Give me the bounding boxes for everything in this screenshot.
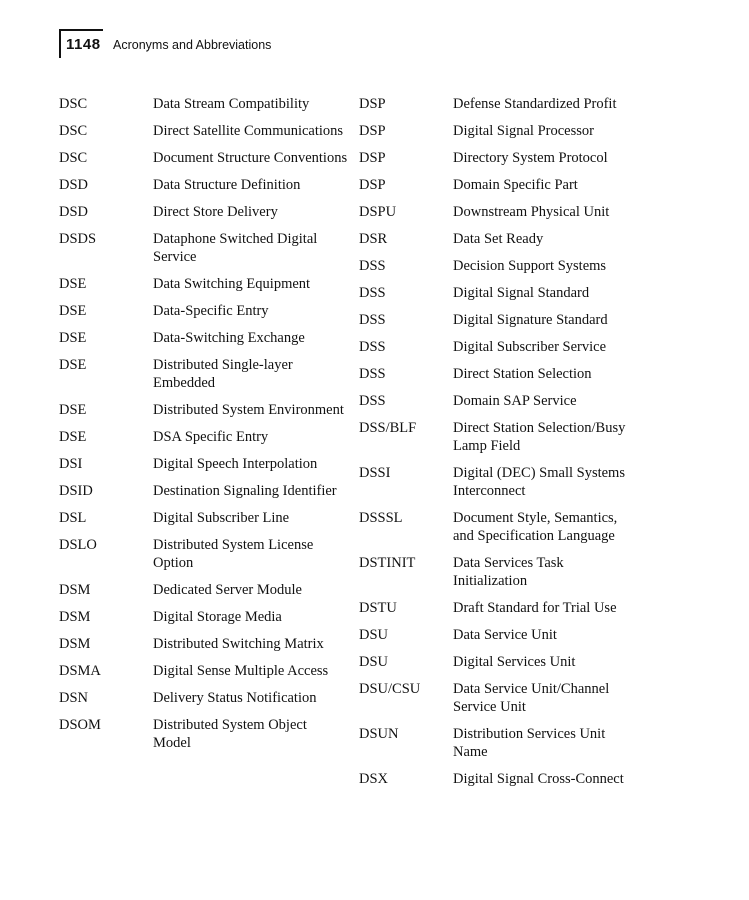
acronym-definition: Direct Station Selection/Busy Lamp Field	[453, 420, 626, 454]
acronym-definition: Destination Signaling Identifier	[153, 483, 337, 499]
acronym-definition: Data Switching Equipment	[153, 276, 311, 292]
acronym-entry	[59, 536, 348, 572]
acronym-definition: Data Stream Compatibility	[153, 96, 310, 112]
acronym-entry	[59, 95, 348, 113]
acronym-abbr: DSTU	[359, 600, 397, 616]
acronym-abbr: DSS	[359, 258, 386, 274]
acronym-definition: Dedicated Server Module	[153, 582, 302, 598]
acronym-abbr: DSS/BLF	[359, 420, 417, 436]
acronym-abbr: DSE	[59, 357, 87, 373]
acronym-abbr: DSMA	[59, 663, 101, 679]
acronym-abbr: DSC	[59, 123, 88, 139]
acronym-entry	[59, 689, 348, 707]
page-title: Acronyms and Abbreviations	[113, 38, 272, 52]
acronym-entry	[359, 284, 638, 302]
acronym-abbr: DSM	[59, 636, 91, 652]
acronym-definition: Data Service Unit	[453, 627, 557, 643]
acronym-entry	[59, 482, 348, 500]
acronym-abbr: DSE	[59, 276, 87, 292]
acronym-entry	[359, 149, 638, 167]
acronym-abbr: DSE	[59, 429, 87, 445]
acronym-abbr: DSP	[359, 177, 386, 193]
acronym-definition: Domain Specific Part	[453, 177, 578, 193]
acronym-entry	[59, 302, 348, 320]
acronym-definition: Data Set Ready	[453, 231, 544, 247]
acronym-definition: Data-Switching Exchange	[153, 330, 305, 346]
acronym-definition: Digital Signature Standard	[453, 312, 608, 328]
header-bar	[59, 29, 61, 58]
acronym-entry	[359, 176, 638, 194]
acronym-definition: Downstream Physical Unit	[453, 204, 610, 220]
acronym-entry	[359, 509, 638, 545]
acronym-abbr: DSTINIT	[359, 555, 416, 571]
acronym-definition: Domain SAP Service	[453, 393, 577, 409]
acronym-definition: Digital Signal Cross-Connect	[453, 771, 624, 787]
acronym-abbr: DSU/CSU	[359, 681, 421, 697]
acronym-entry	[59, 329, 348, 347]
acronym-entry	[59, 635, 348, 653]
acronym-definition: Document Structure Conventions	[153, 150, 348, 166]
acronym-abbr: DSP	[359, 123, 386, 139]
acronym-definition: Defense Standardized Profit	[453, 96, 617, 112]
acronym-abbr: DSS	[359, 393, 386, 409]
acronym-entry	[359, 770, 638, 788]
acronym-entry	[359, 599, 638, 617]
acronym-entry	[59, 176, 348, 194]
acronym-definition: Digital Sense Multiple Access	[153, 663, 329, 679]
acronym-abbr: DSD	[59, 177, 89, 193]
acronym-entry	[59, 455, 348, 473]
acronym-entry	[359, 95, 638, 113]
acronym-definition: Draft Standard for Trial Use	[453, 600, 617, 616]
acronym-entry	[359, 626, 638, 644]
acronym-entry	[59, 203, 348, 221]
acronym-entry	[59, 275, 348, 293]
acronym-definition: Digital Speech Interpolation	[153, 456, 318, 472]
acronym-definition: Digital Subscriber Service	[453, 339, 607, 355]
acronym-abbr: DSC	[59, 150, 88, 166]
acronym-definition: Dataphone Switched Digital Service	[153, 231, 318, 265]
acronym-entry	[359, 122, 638, 140]
acronym-abbr: DSE	[59, 330, 87, 346]
acronym-definition: Direct Store Delivery	[153, 204, 278, 220]
acronym-abbr: DSS	[359, 366, 386, 382]
acronym-definition: Distribution Services Unit Name	[453, 726, 606, 760]
acronym-entry	[359, 392, 638, 410]
acronym-abbr: DSP	[359, 96, 386, 112]
acronym-definition: Digital Storage Media	[153, 609, 282, 625]
page-number: 1148	[66, 36, 101, 53]
acronym-definition: Data Services Task Initialization	[453, 555, 564, 589]
acronym-entry	[59, 122, 348, 140]
acronym-entry	[359, 653, 638, 671]
acronym-abbr: DSX	[359, 771, 389, 787]
acronym-abbr: DSSSL	[359, 510, 403, 526]
acronym-entry	[359, 338, 638, 356]
acronym-abbr: DSDS	[59, 231, 97, 247]
acronym-definition: Data-Specific Entry	[153, 303, 269, 319]
acronym-abbr: DSOM	[59, 717, 101, 733]
acronym-entry	[359, 725, 638, 761]
acronym-definition: Distributed System License Option	[153, 537, 314, 571]
acronym-entry	[359, 680, 638, 716]
acronym-abbr: DSL	[59, 510, 87, 526]
acronym-definition: Directory System Protocol	[453, 150, 608, 166]
acronym-entry	[59, 428, 348, 446]
acronym-abbr: DSU	[359, 627, 389, 643]
acronym-abbr: DSE	[59, 402, 87, 418]
acronym-entry	[359, 419, 638, 455]
acronym-entry	[359, 554, 638, 590]
acronym-abbr: DSS	[359, 285, 386, 301]
acronym-abbr: DSN	[59, 690, 89, 706]
acronym-entry	[59, 716, 348, 752]
acronym-abbr: DSS	[359, 312, 386, 328]
acronym-abbr: DSP	[359, 150, 386, 166]
acronym-entry	[59, 509, 348, 527]
acronym-abbr: DSSI	[359, 465, 391, 481]
acronym-definition: Digital Services Unit	[453, 654, 576, 670]
acronym-entry	[359, 464, 638, 500]
header-rule	[59, 29, 103, 31]
acronym-definition: Data Service Unit/Channel Service Unit	[453, 681, 610, 715]
acronym-definition: Decision Support Systems	[453, 258, 607, 274]
acronym-definition: DSA Specific Entry	[153, 429, 269, 445]
acronym-definition: Distributed System Object Model	[153, 717, 307, 751]
acronym-abbr: DSM	[59, 582, 91, 598]
acronym-entry	[359, 311, 638, 329]
acronym-definition: Data Structure Definition	[153, 177, 301, 193]
acronym-entry	[359, 230, 638, 248]
acronym-abbr: DSLO	[59, 537, 97, 553]
acronym-entry	[359, 203, 638, 221]
acronym-abbr: DSE	[59, 303, 87, 319]
acronym-definition: Digital (DEC) Small Systems Interconnect	[453, 465, 625, 499]
acronym-entry	[59, 230, 348, 266]
acronym-definition: Digital Subscriber Line	[153, 510, 290, 526]
acronym-abbr: DSM	[59, 609, 91, 625]
acronym-definition: Digital Signal Standard	[453, 285, 590, 301]
acronym-abbr: DSUN	[359, 726, 399, 742]
acronym-definition: Distributed Switching Matrix	[153, 636, 324, 652]
acronym-entry	[59, 581, 348, 599]
left-column	[59, 95, 348, 761]
acronym-entry	[59, 401, 348, 419]
right-column	[359, 95, 638, 797]
acronym-abbr: DSD	[59, 204, 89, 220]
acronym-abbr: DSS	[359, 339, 386, 355]
acronym-abbr: DSPU	[359, 204, 397, 220]
acronym-entry	[359, 257, 638, 275]
acronym-entry	[59, 608, 348, 626]
acronym-definition: Distributed System Environment	[153, 402, 344, 418]
acronym-definition: Direct Satellite Communications	[153, 123, 344, 139]
acronym-definition: Direct Station Selection	[453, 366, 592, 382]
acronym-definition: Distributed Single-layer Embedded	[153, 357, 293, 391]
acronym-definition: Delivery Status Notification	[153, 690, 317, 706]
acronym-entry	[59, 662, 348, 680]
acronym-abbr: DSI	[59, 456, 83, 472]
acronym-abbr: DSID	[59, 483, 93, 499]
acronym-abbr: DSC	[59, 96, 88, 112]
acronym-entry	[59, 149, 348, 167]
acronym-definition: Document Style, Semantics, and Specification Language	[453, 510, 618, 544]
acronym-abbr: DSU	[359, 654, 389, 670]
acronym-entry	[359, 365, 638, 383]
acronym-abbr: DSR	[359, 231, 388, 247]
acronym-definition: Digital Signal Processor	[453, 123, 594, 139]
acronym-entry	[59, 356, 348, 392]
